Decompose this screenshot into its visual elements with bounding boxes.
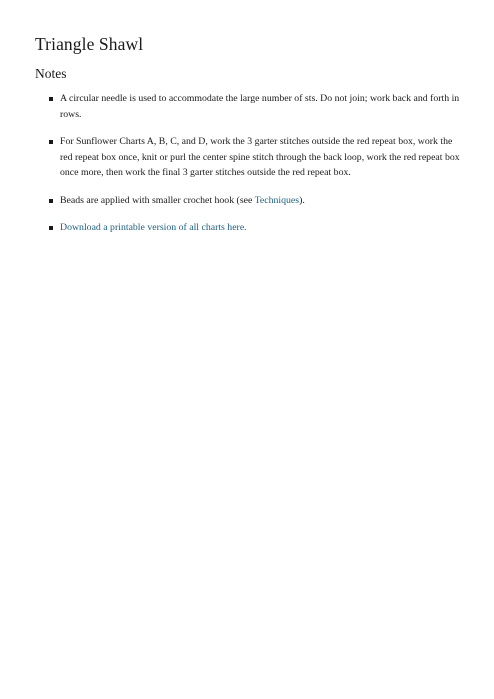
note-text: For Sunflower Charts A, B, C, and D, work the 3 garter stitches outside the red repeat box, work the red repeat box once, knit or purl the center spine stitch through the back loop, work the red repeat box once more, then work the final 3 garter stitches outside the red repeat box. xyxy=(60,136,460,178)
note-item-download xyxy=(45,220,463,236)
square-bullet-icon xyxy=(49,97,53,101)
note-item-circular-needle xyxy=(45,91,463,122)
note-item-sunflower-charts xyxy=(45,134,463,181)
techniques-link[interactable]: Techniques xyxy=(254,194,300,206)
page-title: Triangle Shawl xyxy=(35,34,144,54)
note-text: A circular needle is used to accommodate the large number of sts. Do not join; work back and forth in rows. xyxy=(60,93,460,120)
section-heading-notes: Notes xyxy=(35,66,67,81)
note-text-after: ). xyxy=(299,194,305,206)
download-link-period: . xyxy=(244,222,247,233)
notes-list xyxy=(45,91,463,248)
note-text-before: Beads are applied with smaller crochet hook (see xyxy=(60,194,255,206)
square-bullet-icon xyxy=(49,140,53,144)
square-bullet-icon xyxy=(49,199,53,203)
note-item-beads xyxy=(45,193,463,209)
download-charts-link[interactable]: Download a printable version of all charts here xyxy=(60,222,245,233)
square-bullet-icon xyxy=(49,226,53,230)
